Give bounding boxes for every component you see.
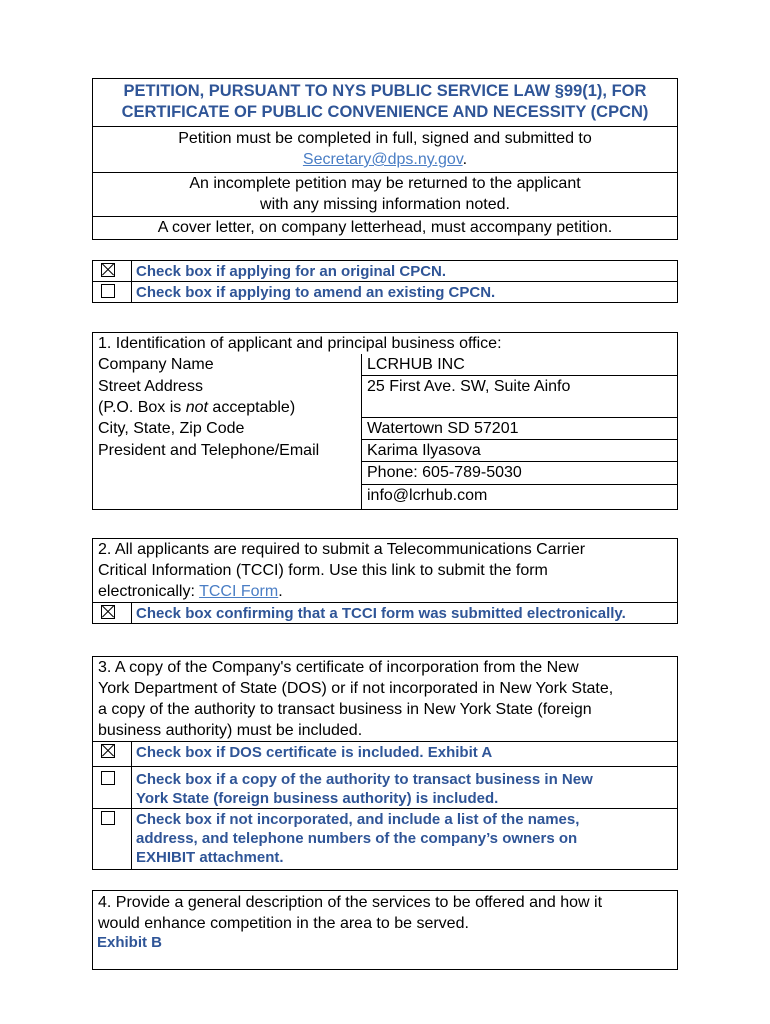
street-address-label	[93, 376, 362, 418]
petition-header-box	[92, 78, 678, 240]
section-3-incorporation	[92, 656, 678, 870]
tcci-confirm-checkbox[interactable]	[101, 605, 115, 619]
amend-cpcn-option[interactable]	[93, 281, 677, 302]
section-2-line-1: 2. All applicants are required to submit a Telecommunications Carrier	[98, 541, 586, 558]
empty-cell	[93, 485, 362, 510]
section-2-text	[93, 539, 677, 602]
foreign-authority-checkbox[interactable]	[101, 771, 115, 785]
amend-cpcn-label: Check box if applying to amend an existing CPCN.	[136, 284, 496, 301]
section-4-text	[93, 891, 677, 934]
dos-certificate-label: Check box if DOS certificate is included. Exhibit A	[136, 744, 493, 761]
checkbox-cell	[93, 602, 132, 623]
checkbox-cell	[93, 809, 132, 869]
checkbox-cell	[93, 261, 132, 281]
incomplete-petition-note	[93, 173, 677, 217]
section-4-line-1: 4. Provide a general description of the services to be offered and how it	[98, 894, 603, 911]
company-name-label: Company Name	[98, 356, 214, 373]
section-2-tcci	[92, 538, 678, 624]
street-address-value[interactable]: 25 First Ave. SW, Suite Ainfo	[362, 376, 678, 418]
section-3-line-3: a copy of the authority to transact business in New York State (foreign	[98, 701, 592, 718]
amend-cpcn-checkbox[interactable]	[101, 284, 115, 298]
petition-title	[93, 79, 677, 127]
not-incorporated-label	[132, 809, 583, 869]
original-cpcn-option[interactable]	[93, 261, 677, 281]
applicant-info-table	[93, 354, 677, 509]
tcci-confirm-option[interactable]	[93, 602, 677, 623]
section-2-line-3	[98, 581, 672, 602]
president-label: President and Telephone/Email	[98, 441, 320, 459]
section-3-line-1: 3. A copy of the Company's certificate of incorporation from the New	[98, 659, 579, 676]
not-incorporated-checkbox[interactable]	[101, 811, 115, 825]
checkbox-cell	[93, 742, 132, 766]
company-name-value[interactable]: LCRHUB INC	[362, 354, 678, 376]
submission-instruction-line: Petition must be completed in full, signed and submitted to	[178, 130, 592, 147]
street-label-text: Street Address	[98, 377, 203, 395]
submission-instruction	[93, 127, 677, 173]
foreign-authority-line-2: York State (foreign business authority) is included.	[136, 790, 499, 807]
section-2-prefix: electronically:	[98, 583, 200, 600]
phone-value[interactable]: Phone: 605-789-5030	[362, 462, 678, 485]
section-2-line-2: Critical Information (TCCI) form. Use this link to submit the form	[98, 562, 548, 579]
email-period: .	[462, 151, 468, 168]
tcci-form-link[interactable]: TCCI Form	[199, 583, 279, 600]
incomplete-note-line-1: An incomplete petition may be returned to the applicant	[189, 175, 581, 192]
city-state-zip-label: City, State, Zip Code	[98, 419, 245, 437]
empty-cell	[93, 462, 362, 485]
tcci-confirm-label: Check box confirming that a TCCI form was submitted electronically.	[132, 602, 677, 623]
foreign-authority-line-1: Check box if a copy of the authority to transact business in New	[136, 771, 593, 788]
title-line-1: PETITION, PURSUANT TO NYS PUBLIC SERVICE LAW §99(1), FOR	[123, 82, 647, 100]
po-box-prefix: (P.O. Box is	[98, 398, 186, 416]
title-line-2: CERTIFICATE OF PUBLIC CONVENIENCE AND NECESSITY (CPCN)	[121, 103, 649, 121]
checkbox-cell	[93, 767, 132, 808]
po-box-note	[98, 399, 295, 416]
email-value[interactable]: info@lcrhub.com	[362, 485, 678, 510]
section-4-line-2: would enhance competition in the area to be served.	[98, 915, 469, 932]
section-1-heading: 1. Identification of applicant and principal business office:	[98, 335, 502, 352]
section-4-answer[interactable]: Exhibit B	[97, 934, 163, 951]
dos-certificate-checkbox[interactable]	[101, 744, 115, 758]
cpcn-options-box	[92, 260, 678, 303]
foreign-authority-label	[132, 767, 597, 808]
section-1-applicant	[92, 332, 678, 510]
po-box-suffix: acceptable)	[207, 398, 296, 416]
po-box-emphasis: not	[185, 398, 208, 416]
secretary-email-link[interactable]: Secretary@dps.ny.gov	[302, 151, 463, 168]
checkbox-cell	[93, 282, 132, 302]
dos-certificate-option[interactable]	[93, 741, 677, 766]
foreign-authority-option[interactable]	[93, 766, 677, 808]
section-3-line-4: business authority) must be included.	[98, 722, 363, 739]
section-3-line-2: York Department of State (DOS) or if not incorporated in New York State,	[98, 680, 614, 697]
not-incorporated-line-1: Check box if not incorporated, and include a list of the names,	[136, 811, 580, 828]
section-3-text	[93, 657, 677, 741]
original-cpcn-label: Check box if applying for an original CPCN.	[136, 263, 447, 280]
cover-letter-note: A cover letter, on company letterhead, must accompany petition.	[157, 219, 613, 236]
original-cpcn-checkbox[interactable]	[101, 263, 115, 277]
president-name-value[interactable]: Karima Ilyasova	[362, 440, 678, 462]
not-incorporated-line-2: address, and telephone numbers of the company’s owners on	[136, 830, 578, 847]
incomplete-note-line-2: with any missing information noted.	[260, 196, 510, 213]
not-incorporated-line-3: EXHIBIT attachment.	[136, 849, 284, 866]
not-incorporated-option[interactable]	[93, 808, 677, 869]
section-4-services	[92, 890, 678, 970]
city-state-zip-value[interactable]: Watertown SD 57201	[362, 418, 678, 440]
section-2-suffix: .	[278, 583, 283, 600]
